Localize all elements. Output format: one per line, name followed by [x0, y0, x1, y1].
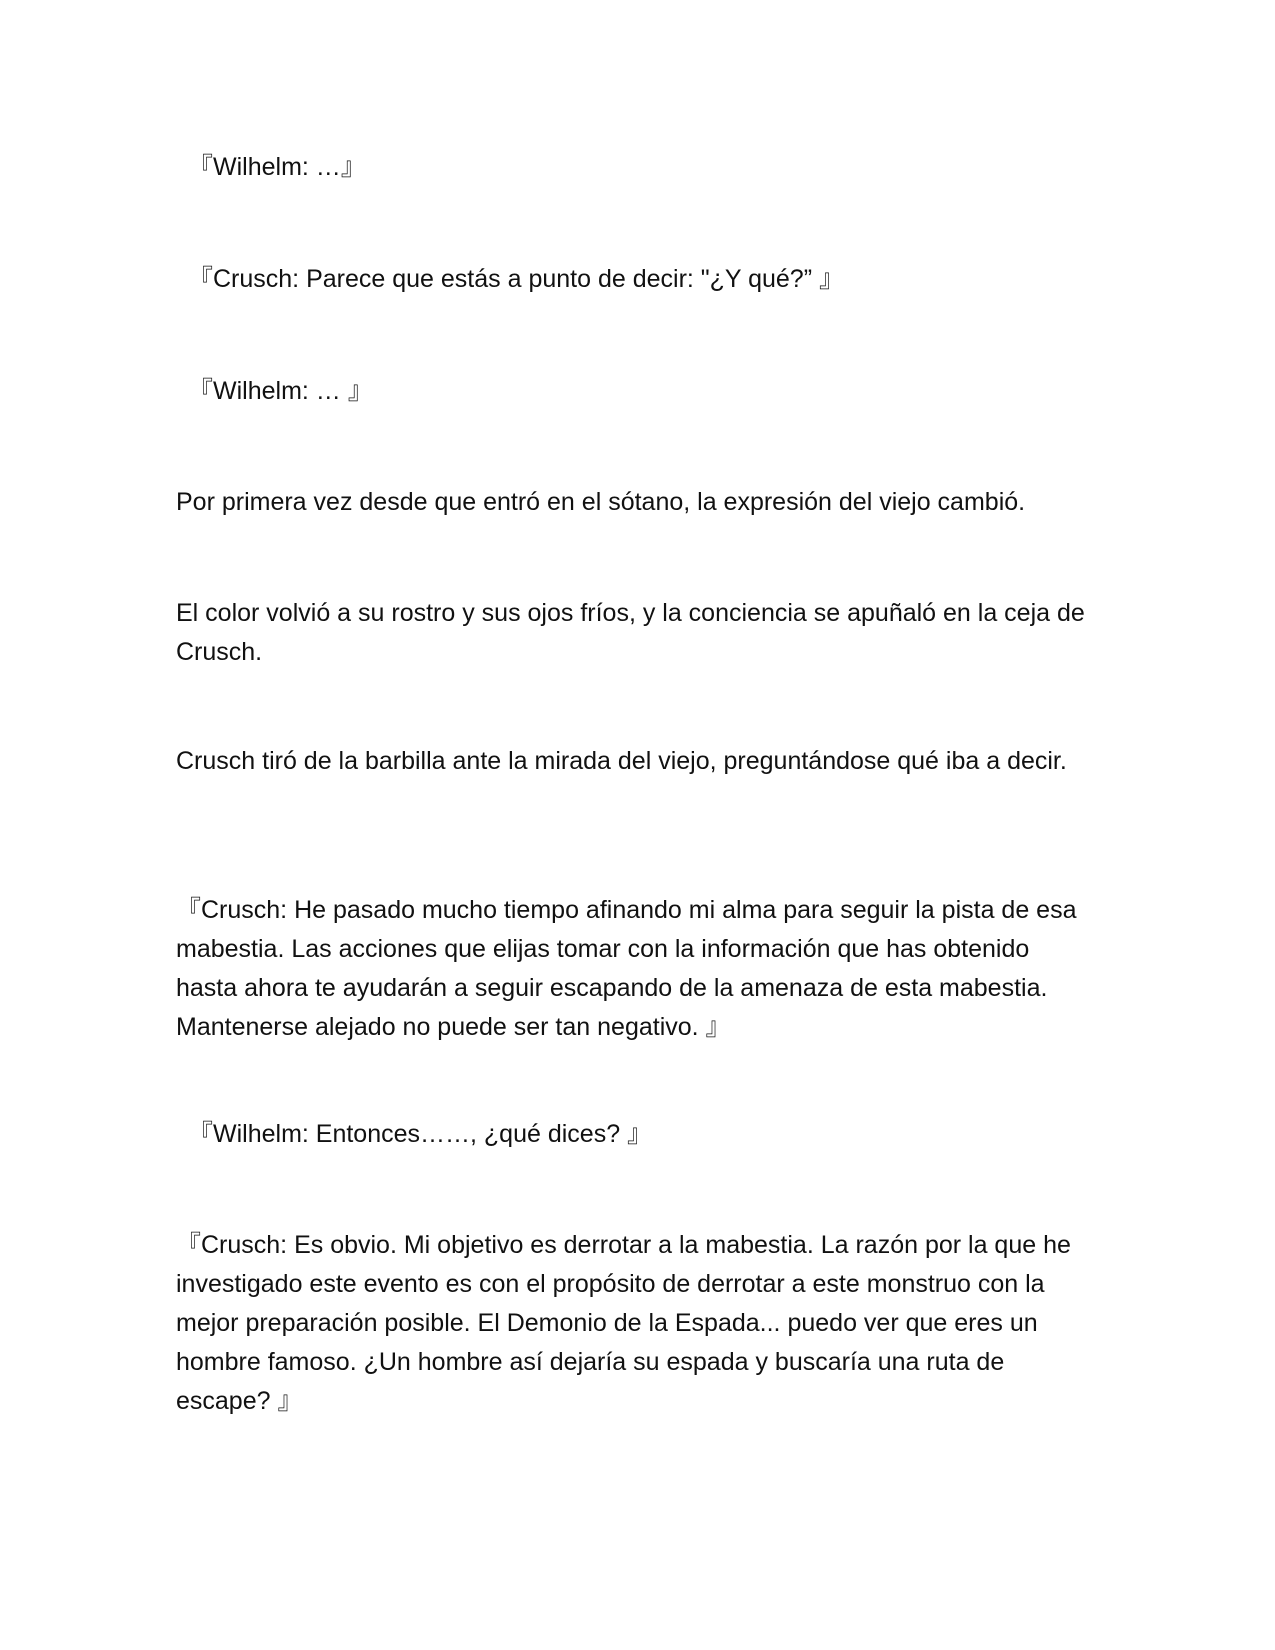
narration-paragraph-1: Por primera vez desde que entró en el sótano, la expresión del viejo cambió.: [176, 488, 1026, 516]
dialogue-wilhelm-3: 『Wilhelm: Entonces……, ¿qué dices? 』: [188, 1120, 653, 1148]
dialogue-crusch-1: 『Crusch: Parece que estás a punto de decir: "¿Y qué?” 』: [188, 265, 844, 293]
narration-paragraph-2: El color volvió a su rostro y sus ojos fríos, y la conciencia se apuñaló en la ceja de Crusch.: [176, 599, 1085, 666]
dialogue-wilhelm-2: 『Wilhelm: … 』: [188, 377, 373, 405]
dialogue-crusch-2: 『Crusch: He pasado mucho tiempo afinando mi alma para seguir la pista de esa mabestia. Las acciones que elijas tomar con la información que has obtenido hasta ahora te ayudarán a seguir escapando de la amenaza de esta mabestia. Mantenerse alejado no puede ser tan negativo. 』: [176, 896, 1077, 1041]
dialogue-crusch-3: 『Crusch: Es obvio. Mi objetivo es derrotar a la mabestia. La razón por la que he investigado este evento es con el propósito de derrotar a este monstruo con la mejor preparación posible. El Demonio de la Espada... puedo ver que eres un hombre famoso. ¿Un hombre así dejaría su espada y buscaría una ruta de escape? 』: [176, 1231, 1071, 1415]
narration-paragraph-3: Crusch tiró de la barbilla ante la mirada del viejo, preguntándose qué iba a decir.: [176, 747, 1067, 775]
dialogue-wilhelm-1: 『Wilhelm: …』: [188, 153, 366, 181]
